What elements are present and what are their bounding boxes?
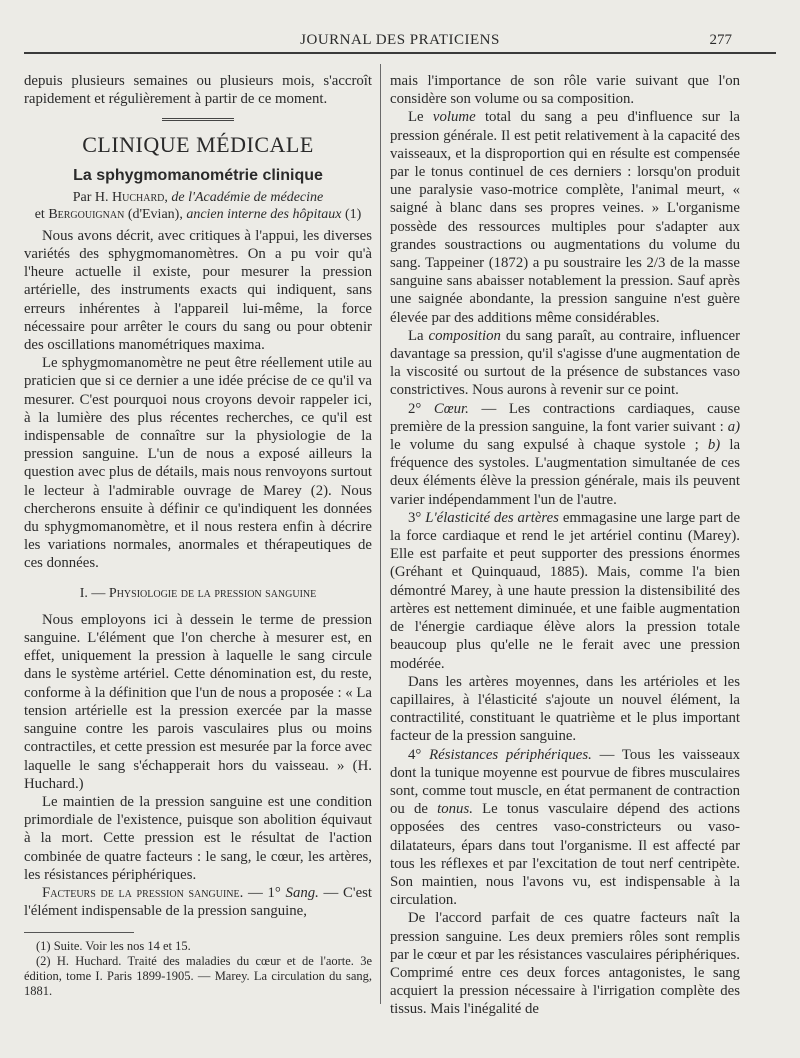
paragraph: Nous avons décrit, avec critiques à l'appui, les diverses variétés des sphygmomanomètres. On a pu voir qu'à l'heure actuelle il existe, pour mesurer la pression artérielle, des instruments exacts qui indiquent, sans erreurs inhérentes à l'appareil lui-même, la force nécessaire pour arrêter le cours du sang ou pour obtenir des oscillations manométriques maxima.	[24, 227, 372, 354]
tonus-keyword: tonus.	[437, 801, 473, 818]
resistances-keyword: Résistances périphériques.	[429, 746, 592, 763]
volume-keyword: volume	[432, 109, 476, 126]
facteurs-item: Sang.	[285, 884, 319, 901]
paragraph: Le sphygmomanomètre ne peut être réellement utile au praticien que si ce dernier a une idée précise de ce qu'il va mesurer. C'est pourquoi nous croyons devoir rappeler ici, à la lumière des plus récentes recherches, ce qu'il est indispensable de connaître sur la physiologie de la pression sanguine. L'un de nous a exposé ailleurs la question avec plus de détails, mais nous renvoyons surtout le lecteur à l'admirable ouvrage de Marey (2). Nous chercherons ensuite à définir ce qu'indiquent les données du sphygmomanomètre, et il nous restera enfin à décrire les variations normales, anormales et thérapeutiques de ces données.	[24, 355, 372, 572]
resistances-text-end: Le tonus vasculaire dépend des actions opposées des centres vaso-constricteurs ou vaso-dilatateurs, épars dans tout l'organisme. Il est affecté par tous les réflexes et par l'excitation de tout nerf centripète. Son maintien, nous l'avons vu, est indispensable à la circulation.	[390, 801, 741, 909]
paragraph: Nous employons ici à dessein le terme de pression sanguine. L'élément que l'on cherche à mesurer est, en effet, uniquement la pression à laquelle le sang circule dans le système artériel. Cette dénomination est, du reste, conforme à la définition que l'un de nous a proposée : « La tension artérielle est la pression exercée par la masse sanguine contre les parois vasculaires plus ou moins contractiles, et cette pression est mesurée par la force avec laquelle le sang s'échapperait hors du vaisseau. » (H. Huchard.)	[24, 611, 372, 792]
volume-pre: Le	[408, 109, 424, 126]
footnotes	[24, 939, 372, 999]
composition-keyword: composition	[428, 327, 501, 344]
coeur-item-a: a)	[727, 418, 741, 435]
subsection-number: I. —	[79, 585, 106, 601]
author-bergouignan: Bergouignan	[48, 206, 125, 222]
left-column	[24, 72, 372, 999]
coeur-paragraph	[390, 400, 740, 509]
footnote-rule	[24, 932, 134, 933]
coeur-number: 2°	[408, 400, 422, 417]
resistances-text: — Tous les vaisseaux dont la tunique moyenne est pourvue de fibres musculaires sont, comme tout muscle, en état permanent de contraction ou de	[390, 746, 740, 818]
elasticite-paragraph	[390, 509, 740, 673]
continuation-paragraph: depuis plusieurs semaines ou plusieurs mois, s'accroît rapidement et régulièrement à partir de ce moment.	[24, 73, 372, 108]
coeur-keyword: Cœur.	[433, 400, 469, 417]
coeur-item-b-text: la fréquence des systoles. L'augmentation simultanée de ces deux éléments élève la pression générale, mais ils peuvent varier indépendamment l'un de l'autre.	[390, 437, 741, 508]
byline-par: Par H.	[72, 189, 109, 205]
paragraph: Dans les artères moyennes, dans les artérioles et les capillaires, à l'élasticité s'ajoute un nouvel élément, la contractilité, constituant le quatrième et le plus important facteur de la pression sanguine.	[390, 673, 740, 745]
paragraph: mais l'importance de son rôle varie suivant que l'on considère son volume ou sa composition.	[390, 73, 740, 108]
author-bergouignan-affiliation: ancien interne des hôpitaux	[186, 206, 342, 222]
author-huchard-affiliation: de l'Académie de médecine	[171, 189, 324, 205]
facteurs-text: — C'est l'élément indispensable de la pression sanguine,	[24, 884, 373, 920]
subsection-heading	[24, 585, 372, 603]
facteurs-label: Facteurs de la pression sanguine.	[42, 884, 244, 901]
facteurs-dash: — 1°	[248, 884, 281, 901]
footnote: (2) H. Huchard. Traité des maladies du cœur et de l'aorte. 3e édition, tome I. Paris 1899-1905. — Marey. La circulation du sang, 1881.	[24, 954, 372, 999]
elasticite-keyword: L'élasticité des artères	[425, 509, 559, 526]
section-separator	[162, 118, 234, 122]
header-rule	[24, 52, 776, 54]
subsection-title: Physiologie de la pression sanguine	[108, 585, 317, 601]
byline-et: et	[34, 206, 45, 222]
resistances-paragraph	[390, 746, 740, 910]
article-title: La sphygmomanométrie clinique	[73, 166, 323, 184]
elasticite-text: emmagasine une large part de la force cardiaque et rend le jet artériel continu (Marey). Elle est parfaite et peut supporter des pressions énormes (Gréhant et Quinquaud, 1885). Mais, comme l'a bien démontré Marey, à une haute pression la distensibilité des artères est nettement diminuée, et une faible augmentation de l'énergie cardiaque élève alors la pression totale beaucoup plus qu'elle ne le ferait avec une pression modérée.	[390, 509, 741, 672]
volume-paragraph	[390, 108, 740, 326]
volume-text: total du sang a peu d'influence sur la pression générale. Il est petit relativement à la capacité des vaisseaux, et la disproportion qui en résulte est compensée par le tonus continuel de ces derniers : lorsqu'on produit une paralysie vaso-motrice complète, l'animal meurt, « saigné à blanc dans ses propres veines. » L'organisme possède des ressources multiples pour s'adapter aux grandes soustractions ou augmentations du volume du sang. Tappeiner (1872) a pu soustraire les 2/3 de la masse sanguine sans abaisser notablement la pression. Sauf après une saignée abondante, la pression sanguine n'est guère élevée par des additions même considérables.	[390, 109, 741, 326]
paragraph: Le maintien de la pression sanguine est une condition primordiale de l'existence, puisque son abolition équivaut à la mort. Cette pression est le résultat de l'action combinée de quatre facteurs : le sang, le cœur, les artères, les résistances périphériques.	[24, 793, 372, 883]
author-bergouignan-place: (d'Evian),	[127, 206, 183, 222]
author-huchard: Huchard,	[112, 189, 168, 205]
byline	[24, 189, 372, 223]
elasticite-number: 3°	[408, 509, 422, 526]
running-header	[24, 28, 776, 54]
section-title: CLINIQUE MÉDICALE	[82, 132, 314, 158]
composition-paragraph	[390, 327, 740, 400]
resistances-number: 4°	[408, 746, 422, 763]
facteurs-paragraph	[24, 884, 372, 920]
right-column	[390, 72, 740, 1019]
composition-text: du sang paraît, au contraire, influencer davantage sa pression, qu'il s'agisse d'une augmentation de la viscosité ou surtout de la présence de substances vaso constrictives. Nous aurons à revenir sur ce point.	[390, 327, 741, 399]
footnote-ref-1: (1)	[344, 206, 362, 222]
paragraph: De l'accord parfait de ces quatre facteurs naît la pression sanguine. Les deux premiers rôles sont remplis par le cœur et par les résistances vasculaires périphériques. Comprimé entre ces deux forces antagonistes, le sang acquiert la pression nécessaire à l'irrigation complète des tissus. Mais l'inégalité de	[390, 910, 740, 1018]
composition-pre: La	[408, 327, 424, 344]
journal-title: JOURNAL DES PRATICIENS	[300, 32, 500, 48]
coeur-item-b: b)	[707, 437, 721, 454]
coeur-item-a-text: le volume du sang expulsé à chaque systole ;	[390, 437, 699, 454]
coeur-text: — Les contractions cardiaques, cause première de la pression sanguine, la font varier suivant :	[390, 400, 741, 435]
page-number: 277	[709, 32, 732, 48]
column-divider	[380, 64, 381, 1004]
footnote: (1) Suite. Voir les nos 14 et 15.	[36, 939, 191, 954]
